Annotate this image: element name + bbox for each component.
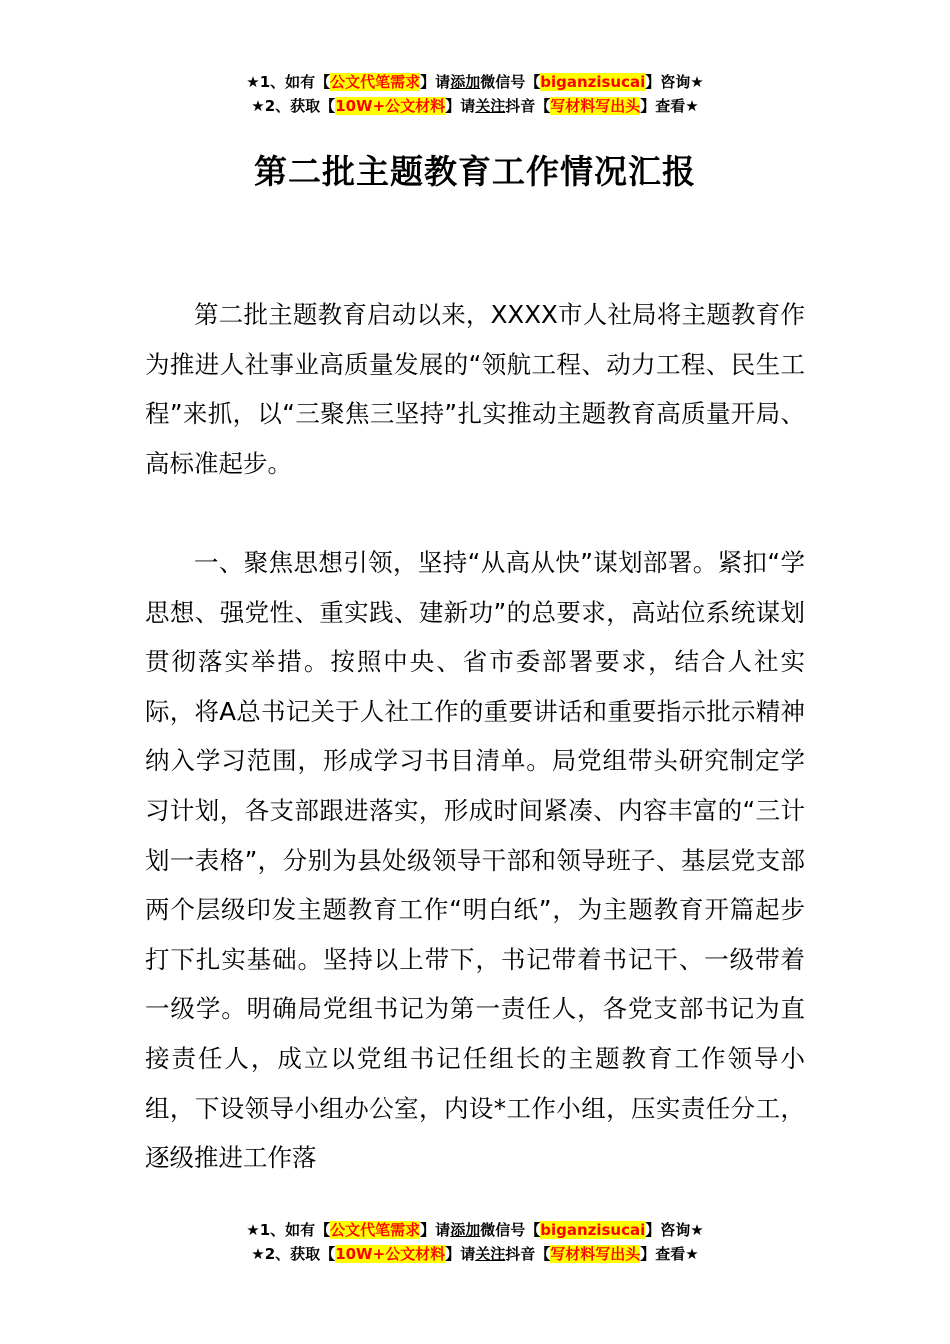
header-banner <box>0 70 950 118</box>
banner-highlight: 公文代笔需求 <box>330 1221 421 1239</box>
paragraph-section-1: 一、聚焦思想引领，坚持“从高从快”谋划部署。紧扣“学思想、强党性、重实践、建新功”的总要求，高站位系统谋划贯彻落实举措。按照中央、省市委部署要求，结合人社实际，将A总书记关于人社工作的重要讲话和重要指示批示精神纳入学习范围，形成学习书目清单。局党组带头研究制定学习计划，各支部跟进落实，形成时间紧凑、内容丰富的“三计划一表格”，分别为县处级领导干部和领导班子、基层党支部两个层级印发主题教育工作“明白纸”，为主题教育开篇起步打下扎实基础。坚持以上带下，书记带着书记干、一级带着一级学。明确局党组书记为第一责任人，各党支部书记为直接责任人，成立以党组书记任组长的主题教育工作领导小组，下设领导小组办公室，内设*工作小组，压实责任分工，逐级推进工作落 <box>145 548 805 1173</box>
banner-line-2: ★2、获取【10W+公文材料】请关注抖音【写材料写出头】查看★ <box>251 97 699 115</box>
banner-highlight: 公文代笔需求 <box>330 73 421 91</box>
banner-highlight: 写材料写出头 <box>550 97 641 115</box>
document-title: 第二批主题教育工作情况汇报 <box>254 152 696 191</box>
paragraph-intro: 第二批主题教育启动以来，XXXX市人社局将主题教育作为推进人社事业高质量发展的“领航工程、动力工程、民生工程”来抓，以“三聚焦三坚持”扎实推动主题教育高质量开局、高标准起步。 <box>145 300 805 478</box>
banner-highlight: 10W+公文材料 <box>335 1245 446 1263</box>
banner-highlight: 写材料写出头 <box>550 1245 641 1263</box>
banner-line-2: ★2、获取【10W+公文材料】请关注抖音【写材料写出头】查看★ <box>251 1245 699 1263</box>
banner-highlight: biganzisucai <box>540 73 646 91</box>
banner-highlight: 10W+公文材料 <box>335 97 446 115</box>
footer-banner <box>0 1218 950 1266</box>
banner-line-1: ★1、如有【公文代笔需求】请添加微信号【biganzisucai】咨询★ <box>246 73 704 91</box>
banner-highlight: biganzisucai <box>540 1221 646 1239</box>
banner-line-1: ★1、如有【公文代笔需求】请添加微信号【biganzisucai】咨询★ <box>246 1221 704 1239</box>
